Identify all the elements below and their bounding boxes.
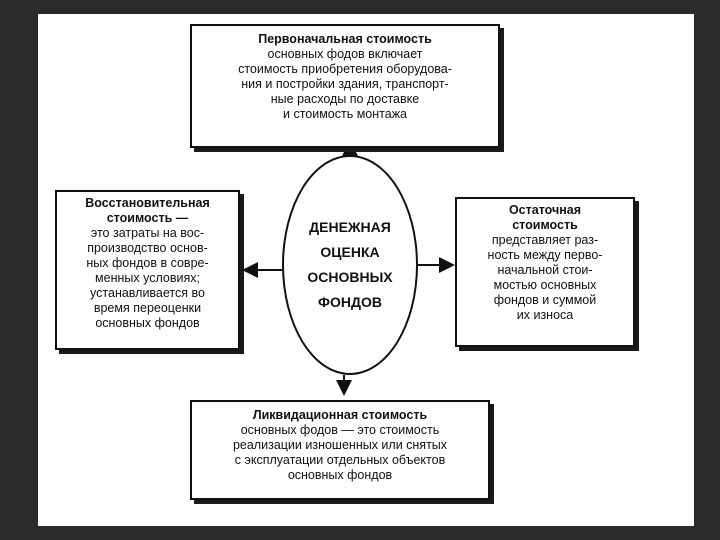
replacement-cost-title: стоимость — <box>106 211 189 225</box>
replacement-cost-line: ных фондов в совре- <box>86 256 209 270</box>
replacement-cost-line: устанавливается во <box>90 286 205 300</box>
box-residual-cost <box>455 197 635 347</box>
initial-cost-line: и стоимость монтажа <box>282 107 408 121</box>
residual-cost-title: стоимость <box>512 218 578 232</box>
replacement-cost-line: это затраты на вос- <box>90 226 205 240</box>
residual-cost-line: их износа <box>516 308 574 322</box>
initial-cost-line: стоимость приобретения оборудова- <box>238 62 452 76</box>
box-replacement-cost <box>55 190 240 350</box>
box-initial-cost <box>190 24 500 148</box>
replacement-cost-line: основных фондов <box>95 316 200 330</box>
residual-cost-line: ность между перво- <box>487 248 603 262</box>
liquidation-cost-line: реализации изношенных или снятых <box>232 438 448 452</box>
center-label-line: ДЕНЕЖНАЯ <box>309 219 391 235</box>
residual-cost-title: Остаточная <box>508 203 582 217</box>
replacement-cost-line: менных условиях; <box>95 271 200 285</box>
replacement-cost-title: Восстановительная <box>85 196 210 210</box>
initial-cost-title: Первоначальная стоимость <box>258 32 432 46</box>
residual-cost-line: начальной стои- <box>497 263 593 277</box>
replacement-cost-line: производство основ- <box>87 241 208 255</box>
residual-cost-line: фондов и суммой <box>493 293 597 307</box>
initial-cost-line: ния и постройки здания, транспорт- <box>241 77 449 91</box>
residual-cost-line: мостью основных <box>493 278 597 292</box>
replacement-cost-line: время переоценки <box>93 301 202 315</box>
center-label-line: ОСНОВНЫХ <box>307 269 393 285</box>
center-ellipse <box>282 155 418 375</box>
initial-cost-line: основных фодов включает <box>267 47 423 61</box>
residual-cost-line: представляет раз- <box>491 233 599 247</box>
center-label-line: ФОНДОВ <box>318 294 382 310</box>
box-liquidation-cost <box>190 400 490 500</box>
center-label-line: ОЦЕНКА <box>320 244 380 260</box>
liquidation-cost-title: Ликвидационная стоимость <box>252 408 428 422</box>
initial-cost-line: ные расходы по доставке <box>270 92 420 106</box>
liquidation-cost-line: основных фондов <box>287 468 393 482</box>
liquidation-cost-line: с эксплуатации отдельных объектов <box>234 453 446 467</box>
liquidation-cost-line: основных фодов — это стоимость <box>240 423 440 437</box>
